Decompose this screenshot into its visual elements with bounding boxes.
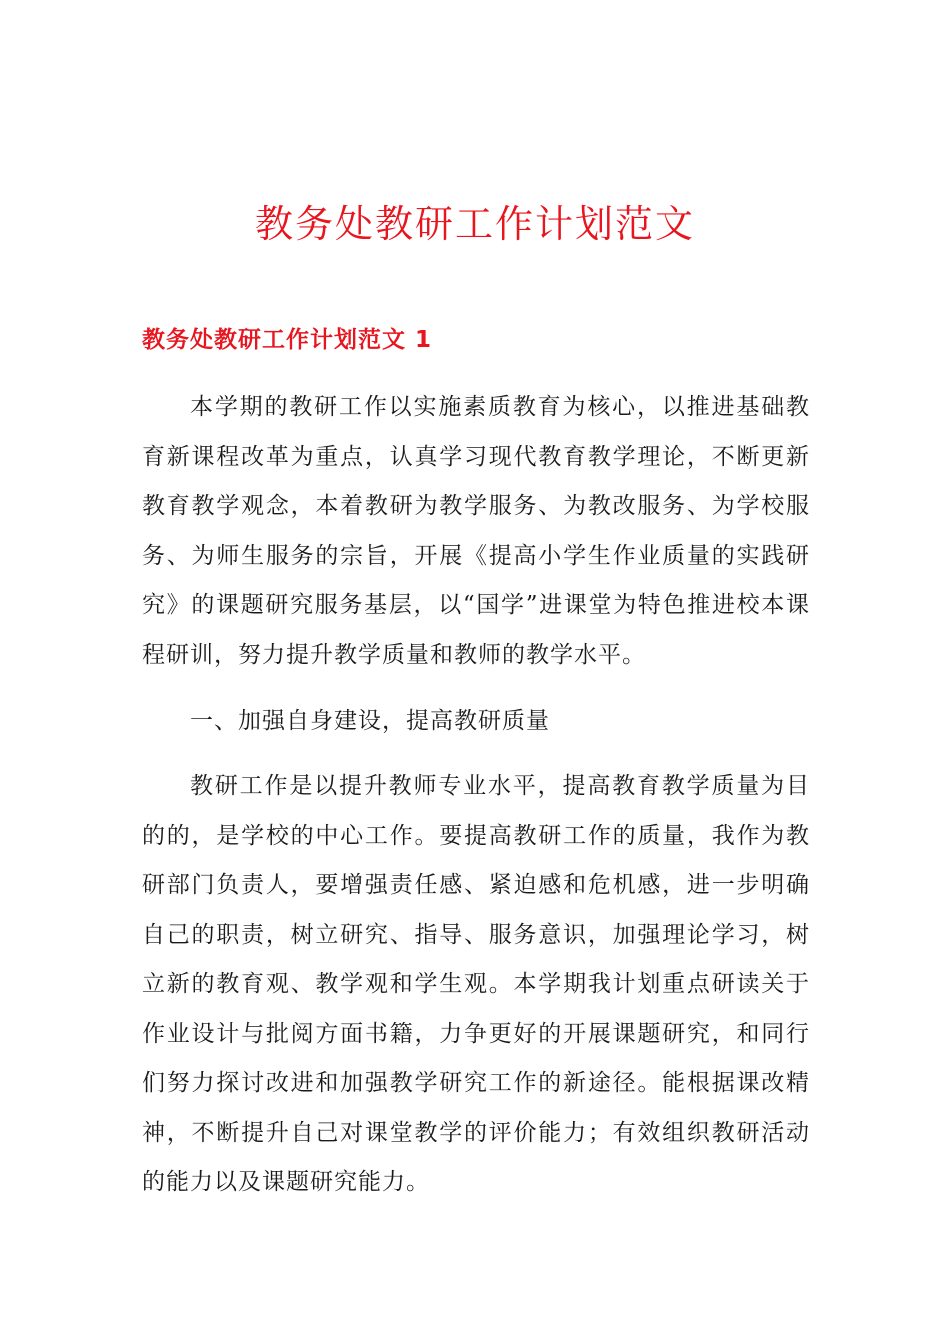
document-title: 教务处教研工作计划范文 [254,202,695,246]
body-paragraph-intro: 本学期的教研工作以实施素质教育为核心，以推进基础教育新课程改革为重点，认真学习现代教育教学理论，不断更新教育教学观念，本着教研为教学服务、为教改服务、为学校服务、为师生服务的宗旨，开展《提高小学生作业质量的实践研究》的课题研究服务基层，以“国学”进课堂为特色推进校本课程研训，努力提升教学质量和教师的教学水平。 [142,394,810,668]
section-heading: 教务处教研工作计划范文 1 [142,327,433,353]
body-paragraph-self-building: 教研工作是以提升教师专业水平，提高教育教学质量为目的的，是学校的中心工作。要提高教研工作的质量，我作为教研部门负责人，要增强责任感、紧迫感和危机感，进一步明确自己的职责，树立研究、指导、服务意识，加强理论学习，树立新的教育观、教学观和学生观。本学期我计划重点研读关于作业设计与批阅方面书籍，力争更好的开展课题研究，和同行们努力探讨改进和加强教学研究工作的新途径。能根据课改精神，不断提升自己对课堂教学的评价能力；有效组织教研活动的能力以及课题研究能力。 [142,773,810,1195]
subsection-heading: 一、加强自身建设，提高教研质量 [190,708,550,734]
